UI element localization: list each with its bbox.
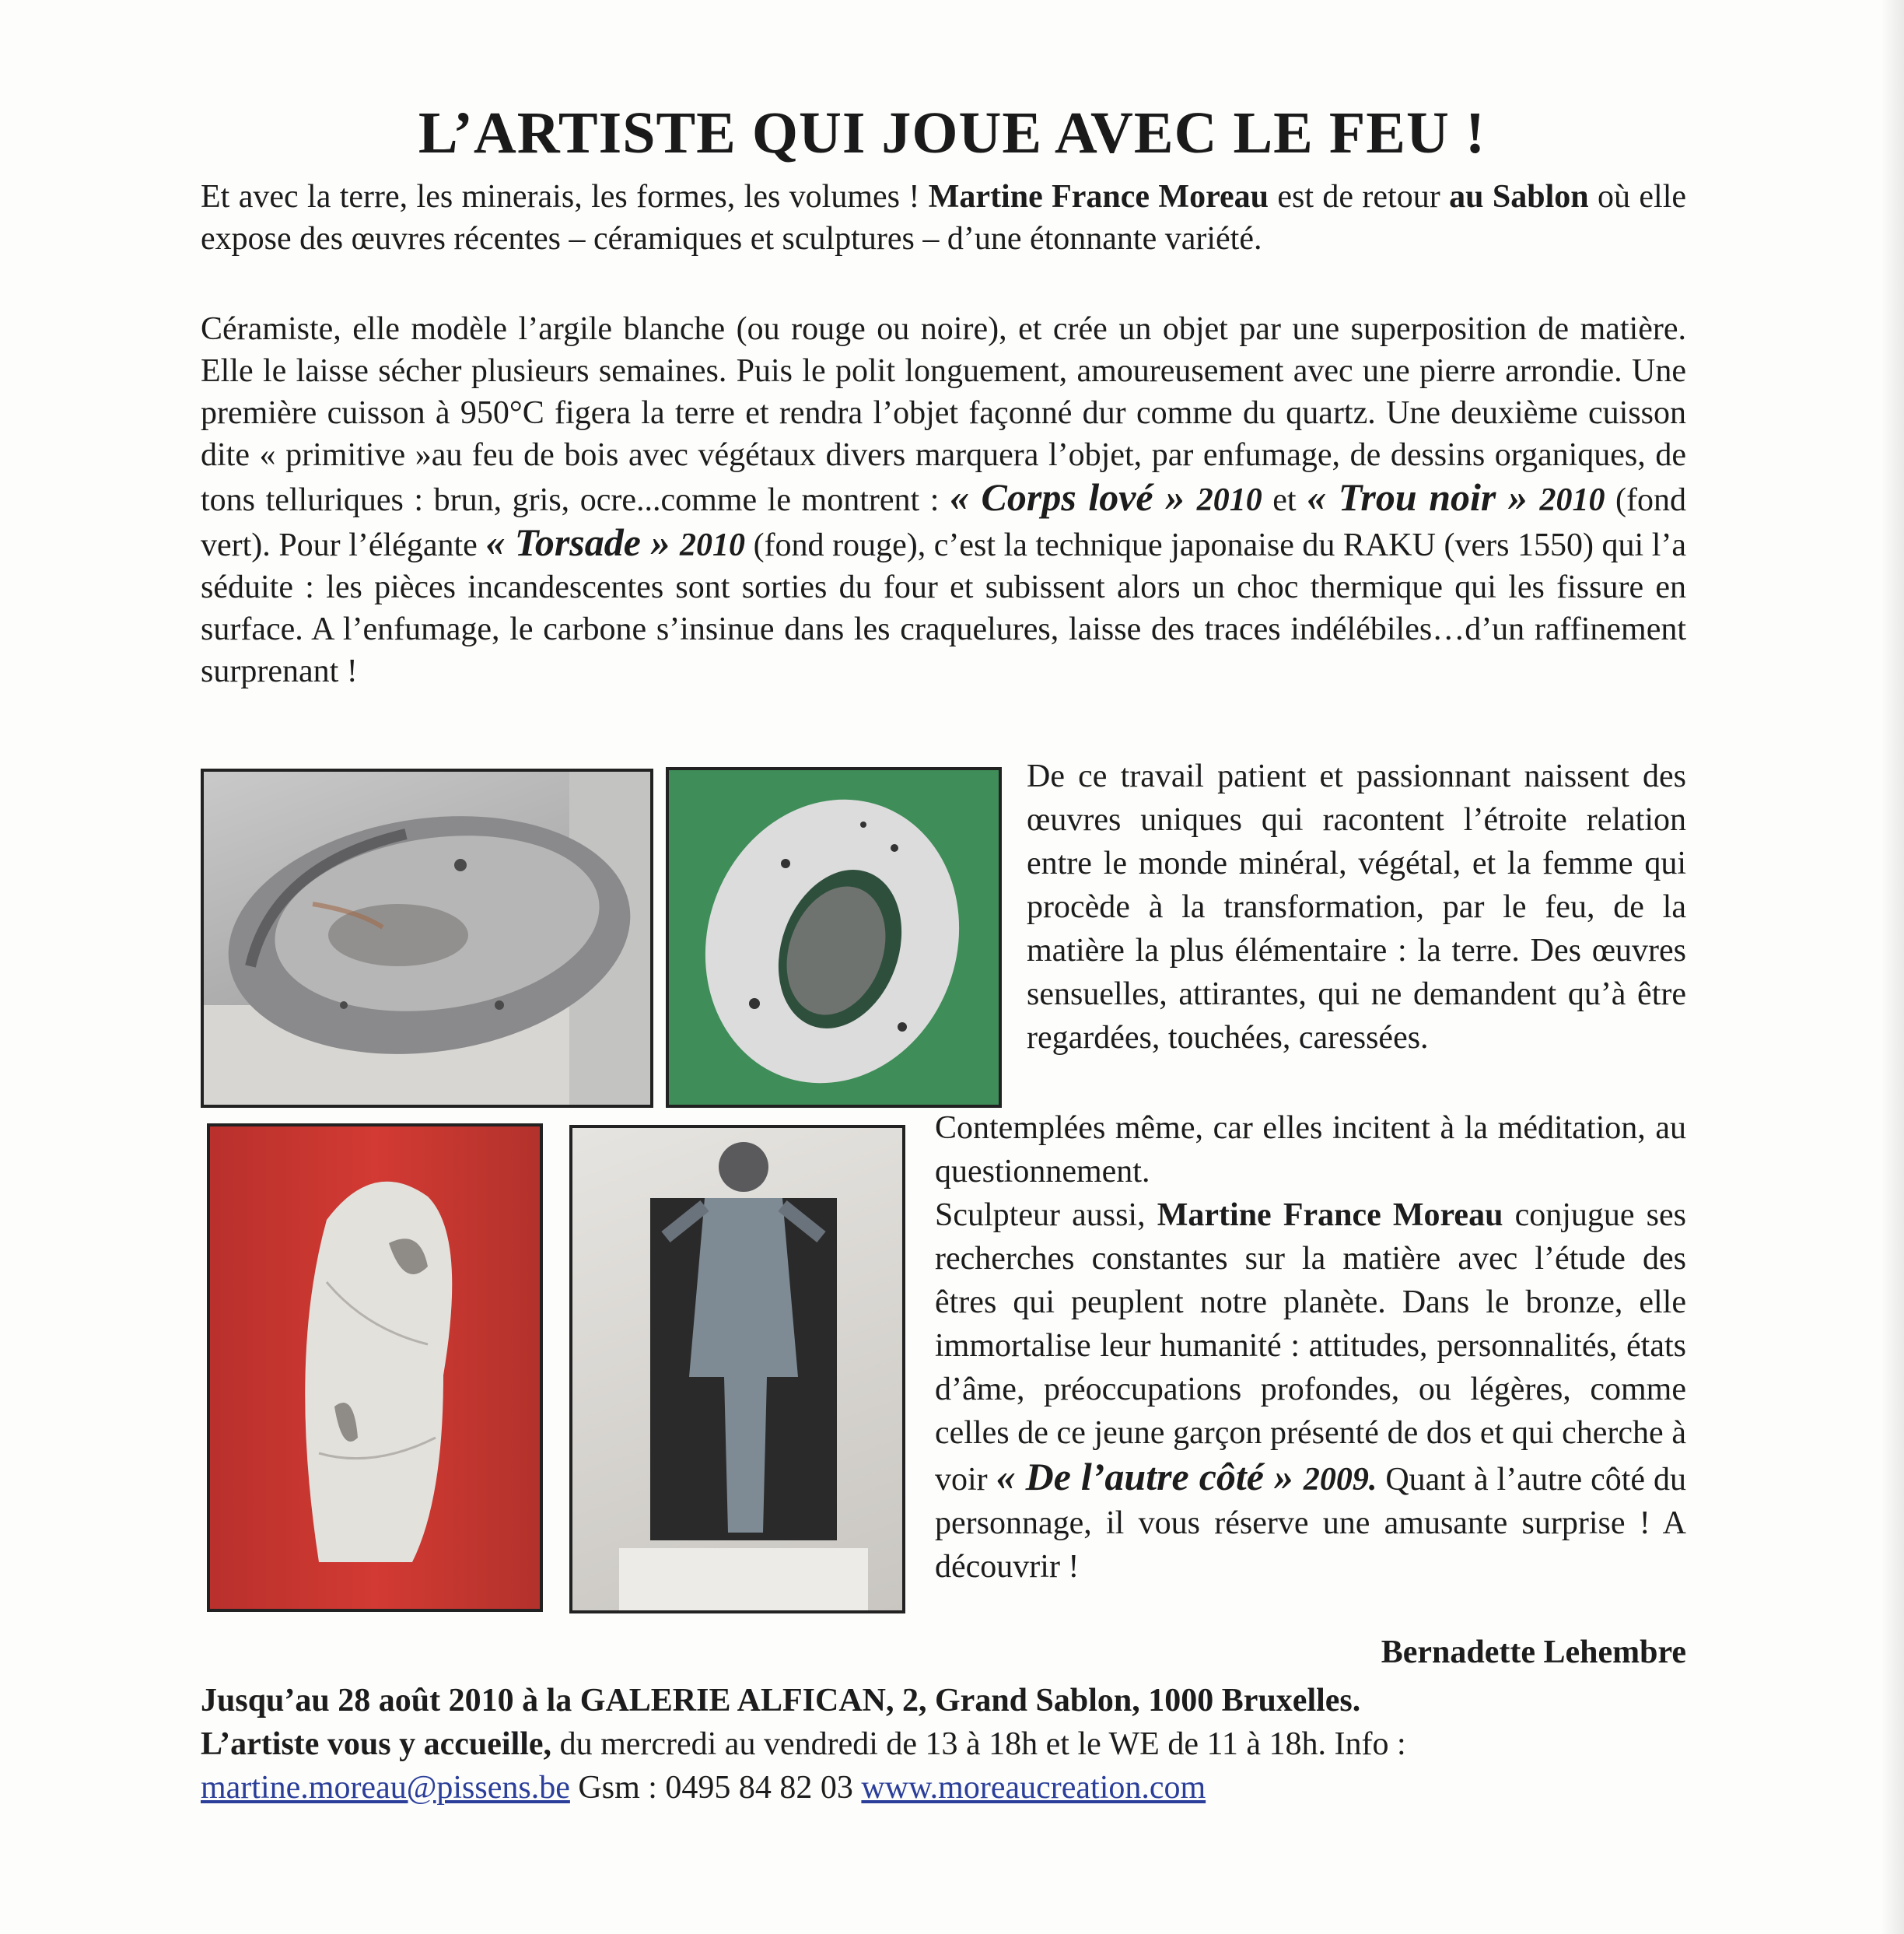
page-edge-shadow (1881, 0, 1904, 1934)
website-link[interactable]: www.moreaucreation.com (861, 1770, 1206, 1806)
lower-text-3: conjugue ses recherches constantes sur la matière avec l’étude des êtres qui peuplent notre planète. Dans le bronze, elle immortalise leur humanité : attitudes, personnalités, états d’âme, préoccupations profondes, ou légères, comme celles de ce jeune garçon présenté de dos et qui cherche à voir (935, 1197, 1686, 1498)
technique-text-4: (fond rouge), c’est la technique japonaise du RAKU (vers 1550) qui l’a séduite : les pièces incandescentes sont sorties du four et subissent alors un choc thermique qui les fissure en surface. A l’enfumage, le carbone s’insinue dans les craquelures, laisse des traces indélébiles…d’un raffinement surprenant ! (201, 527, 1687, 689)
technique-text-2: et (1262, 482, 1307, 518)
technique-text-1: Céramiste, elle modèle l’argile blanche (ou rouge ou noire), et crée un objet par une superposition de matière. Elle le laisse sécher plusieurs semaines. Puis le polit longuement, amoureusement avec une pierre arrondie. Une première cuisson à 950°C figera la terre et rendra l’objet façonné dur comme du quartz. Une deuxième cuisson dite « primitive »au feu de bois avec végétaux divers marquera l’objet, par enfumage, de dessins organiques, de tons telluriques : brun, gris, ocre...comme le montrent : (201, 311, 1686, 518)
photo-de-lautre-cote (569, 1125, 905, 1613)
opening-hours (201, 1722, 1710, 1766)
intro-text-1: Et avec la terre, les minerais, les formes, les volumes ! (201, 179, 929, 215)
work-year-2: 2010 (1539, 482, 1605, 518)
email-link[interactable]: martine.moreau@pissens.be (201, 1770, 570, 1806)
work-title-corps-love: « Corps lové » (949, 475, 1197, 519)
technique-paragraph (201, 308, 1686, 692)
lower-paragraph (935, 1106, 1686, 1589)
work-year-1: 2010 (1196, 482, 1262, 518)
intro-text-2: est de retour (1268, 179, 1450, 215)
artist-name-2: Martine France Moreau (1157, 1197, 1503, 1233)
artist-name: Martine France Moreau (928, 179, 1269, 215)
phone-number: Gsm : 0495 84 82 03 (569, 1770, 862, 1806)
lower-text-1: Contemplées même, car elles incitent à la méditation, au questionnement. (935, 1110, 1686, 1189)
exhibition-dates: Jusqu’au 28 août 2010 à la GALERIE ALFICAN, 2, Grand Sablon, 1000 Bruxelles. (201, 1683, 1361, 1719)
work-title-de-lautre-cote: « De l’autre côté » (996, 1455, 1304, 1498)
photo-corps-love (201, 769, 653, 1108)
work-title-trou-noir: « Trou noir » (1307, 475, 1540, 519)
technique-text-3: (fond vert). Pour l’élégante (201, 482, 1686, 563)
photo-torsade (207, 1123, 543, 1612)
opening-hours-lead: L’artiste vous y accueille, (201, 1726, 552, 1762)
intro-text-3: où elle expose des œuvres récentes – céramiques et sculptures – d’une étonnante variété. (201, 179, 1687, 257)
author-signature: Bernadette Lehembre (1381, 1634, 1686, 1670)
right-column-paragraph: De ce travail patient et passionnant naissent des œuvres uniques qui racontent l’étroite relation entre le monde minéral, végétal, et la femme qui procède à la transformation, par le feu, de la matière la plus élémentaire : la terre. Des œuvres sensuelles, attirantes, qui ne demandent qu’à être regardées, touchées, caressées. (1027, 759, 1686, 1056)
lower-text-2: Sculpteur aussi, (935, 1197, 1157, 1233)
work-year-3: 2010 (680, 527, 746, 563)
work-title-torsade: « Torsade » (485, 520, 681, 564)
work-year-4: 2009. (1303, 1462, 1377, 1498)
page-title: L’ARTISTE QUI JOUE AVEC LE FEU ! (418, 100, 1486, 166)
photo-trou-noir (666, 767, 1002, 1108)
contact-line (201, 1766, 1710, 1810)
venue-name: au Sablon (1449, 179, 1589, 215)
exhibition-info (201, 1679, 1710, 1810)
intro-paragraph (201, 176, 1686, 260)
opening-hours-text: du mercredi au vendredi de 13 à 18h et le WE de 11 à 18h. Info : (551, 1726, 1406, 1762)
lower-text-4: Quant à l’autre côté du personnage, il vous réserve une amusante surprise ! A découvrir ! (935, 1462, 1687, 1585)
